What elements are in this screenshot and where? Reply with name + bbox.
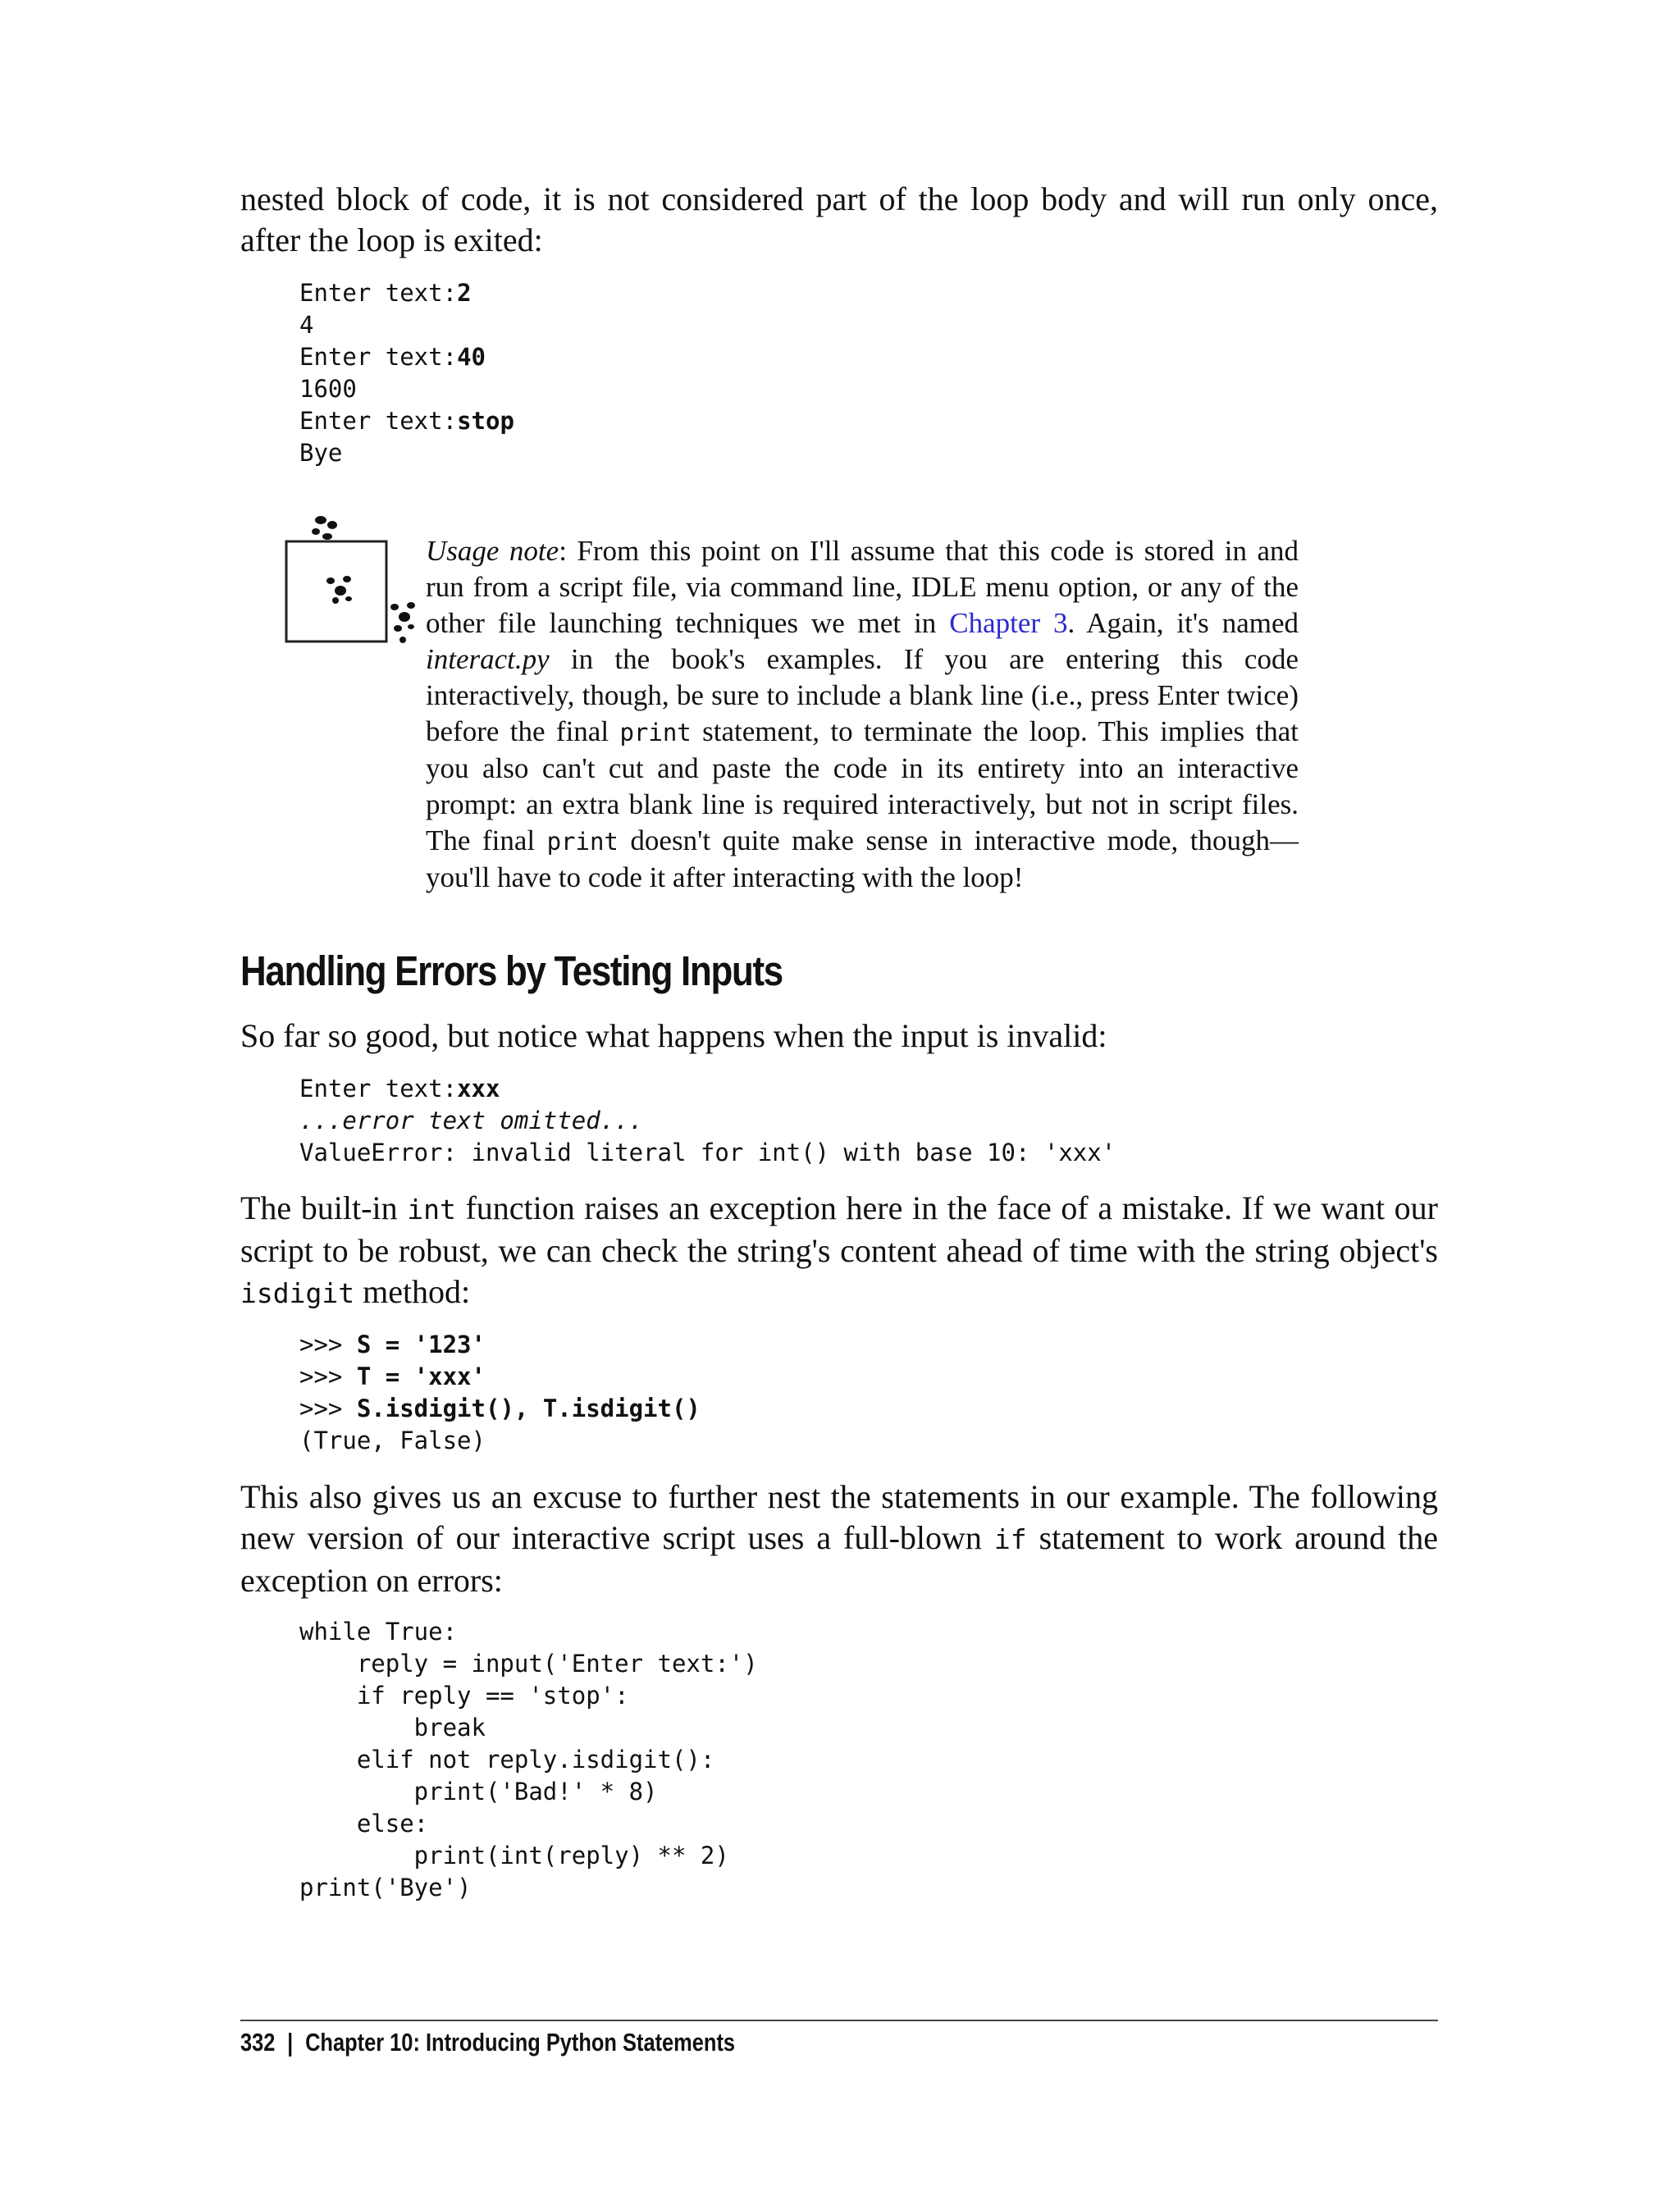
note-text: . Again, it's named [1067, 607, 1299, 639]
code-line: reply = input('Enter text:') [299, 1650, 758, 1678]
page-footer [240, 2028, 735, 2057]
inline-code: int [407, 1194, 456, 1226]
note-label: Usage note [426, 535, 559, 567]
code-line: print('Bad!' * 8) [299, 1778, 658, 1806]
paragraph-text: method: [354, 1273, 471, 1310]
code-line: ValueError: invalid literal for int() with base 10: 'xxx' [299, 1139, 1116, 1166]
page-number: 332 [240, 2028, 276, 2057]
code-line: else: [299, 1810, 429, 1838]
code-line: print('Bye') [299, 1874, 472, 1901]
paragraph-text: statement to work around the exception on errors: [240, 1519, 1439, 1599]
paragraph-3 [240, 1477, 1438, 1601]
code-listing [240, 1616, 1438, 1904]
intro-text: nested block of code, it is not considered part of the loop body and will run only once, after the loop is exited: [240, 180, 1438, 258]
paragraph-text: This also gives us an excuse to further nest the statements in our example. The following new version of our interactive script uses a full-blown [240, 1478, 1438, 1556]
session-output-1 [240, 277, 1438, 469]
code-line: Bye [299, 439, 343, 467]
code-line: Enter text:2 [299, 279, 472, 307]
section-heading: Handling Errors by Testing Inputs [240, 947, 783, 994]
code-line: print(int(reply) ** 2) [299, 1842, 729, 1869]
footprints-note-icon [283, 512, 422, 651]
paragraph-text: function raises an exception here in the face of a mistake. If we want our script to be robust, we can check the string's content ahead of time with the string object's [240, 1189, 1438, 1269]
code-line: 4 [299, 311, 314, 339]
note-filename: interact.py [426, 643, 550, 675]
note-text: : From this point on I'll assume that this code is stored in and run from a script file, via command line, IDLE menu option, or any of the other file launching techniques we met in [426, 535, 1299, 639]
code-line: >>> S.isdigit(), T.isdigit() [299, 1395, 701, 1422]
code-line: >>> T = 'xxx' [299, 1363, 486, 1390]
inline-code: print [619, 719, 692, 746]
paragraph-text: The built-in [240, 1189, 408, 1226]
inline-code: isdigit [240, 1277, 355, 1309]
code-line: while True: [299, 1618, 458, 1646]
chapter-3-link[interactable]: Chapter 3 [949, 607, 1068, 639]
code-line: >>> S = '123' [299, 1331, 486, 1358]
inline-code: print [546, 828, 619, 856]
intro-paragraph [240, 179, 1438, 261]
code-line: (True, False) [299, 1427, 486, 1454]
paragraph-2 [240, 1188, 1438, 1314]
code-line: elif not reply.isdigit(): [299, 1746, 715, 1774]
note-text: doesn't quite make sense in interactive mode, though—you'll have to code it after interacting with the loop! [426, 824, 1299, 893]
code-line: 1600 [299, 375, 357, 403]
code-line: Enter text:40 [299, 343, 486, 371]
footer-rule [240, 2020, 1438, 2021]
footer-chapter-title: Chapter 10: Introducing Python Statements [305, 2028, 736, 2057]
paragraph-text: So far so good, but notice what happens when the input is invalid: [240, 1017, 1107, 1054]
session-output-2 [240, 1073, 1438, 1169]
inline-code: if [993, 1523, 1027, 1555]
note-text: statement, to terminate the loop. This implies that you also can't cut and paste the code in its entirety into an interactive prompt: an extra blank line is required interactively, but not in script files. The final [426, 715, 1299, 856]
session-output-3 [240, 1329, 1438, 1457]
code-line: if reply == 'stop': [299, 1682, 629, 1710]
note-text: in the book's examples. If you are entering this code interactively, though, be sure to include a blank line (i.e., press Enter twice) before the final [426, 643, 1299, 747]
code-line: ...error text omitted... [299, 1107, 644, 1134]
footer-separator: | [287, 2028, 294, 2057]
code-line: break [299, 1714, 486, 1742]
code-line: Enter text:xxx [299, 1075, 500, 1102]
section-heading-block [240, 947, 1438, 995]
usage-note [426, 533, 1299, 896]
code-line: Enter text:stop [299, 407, 514, 435]
paragraph-1 [240, 1016, 1438, 1057]
